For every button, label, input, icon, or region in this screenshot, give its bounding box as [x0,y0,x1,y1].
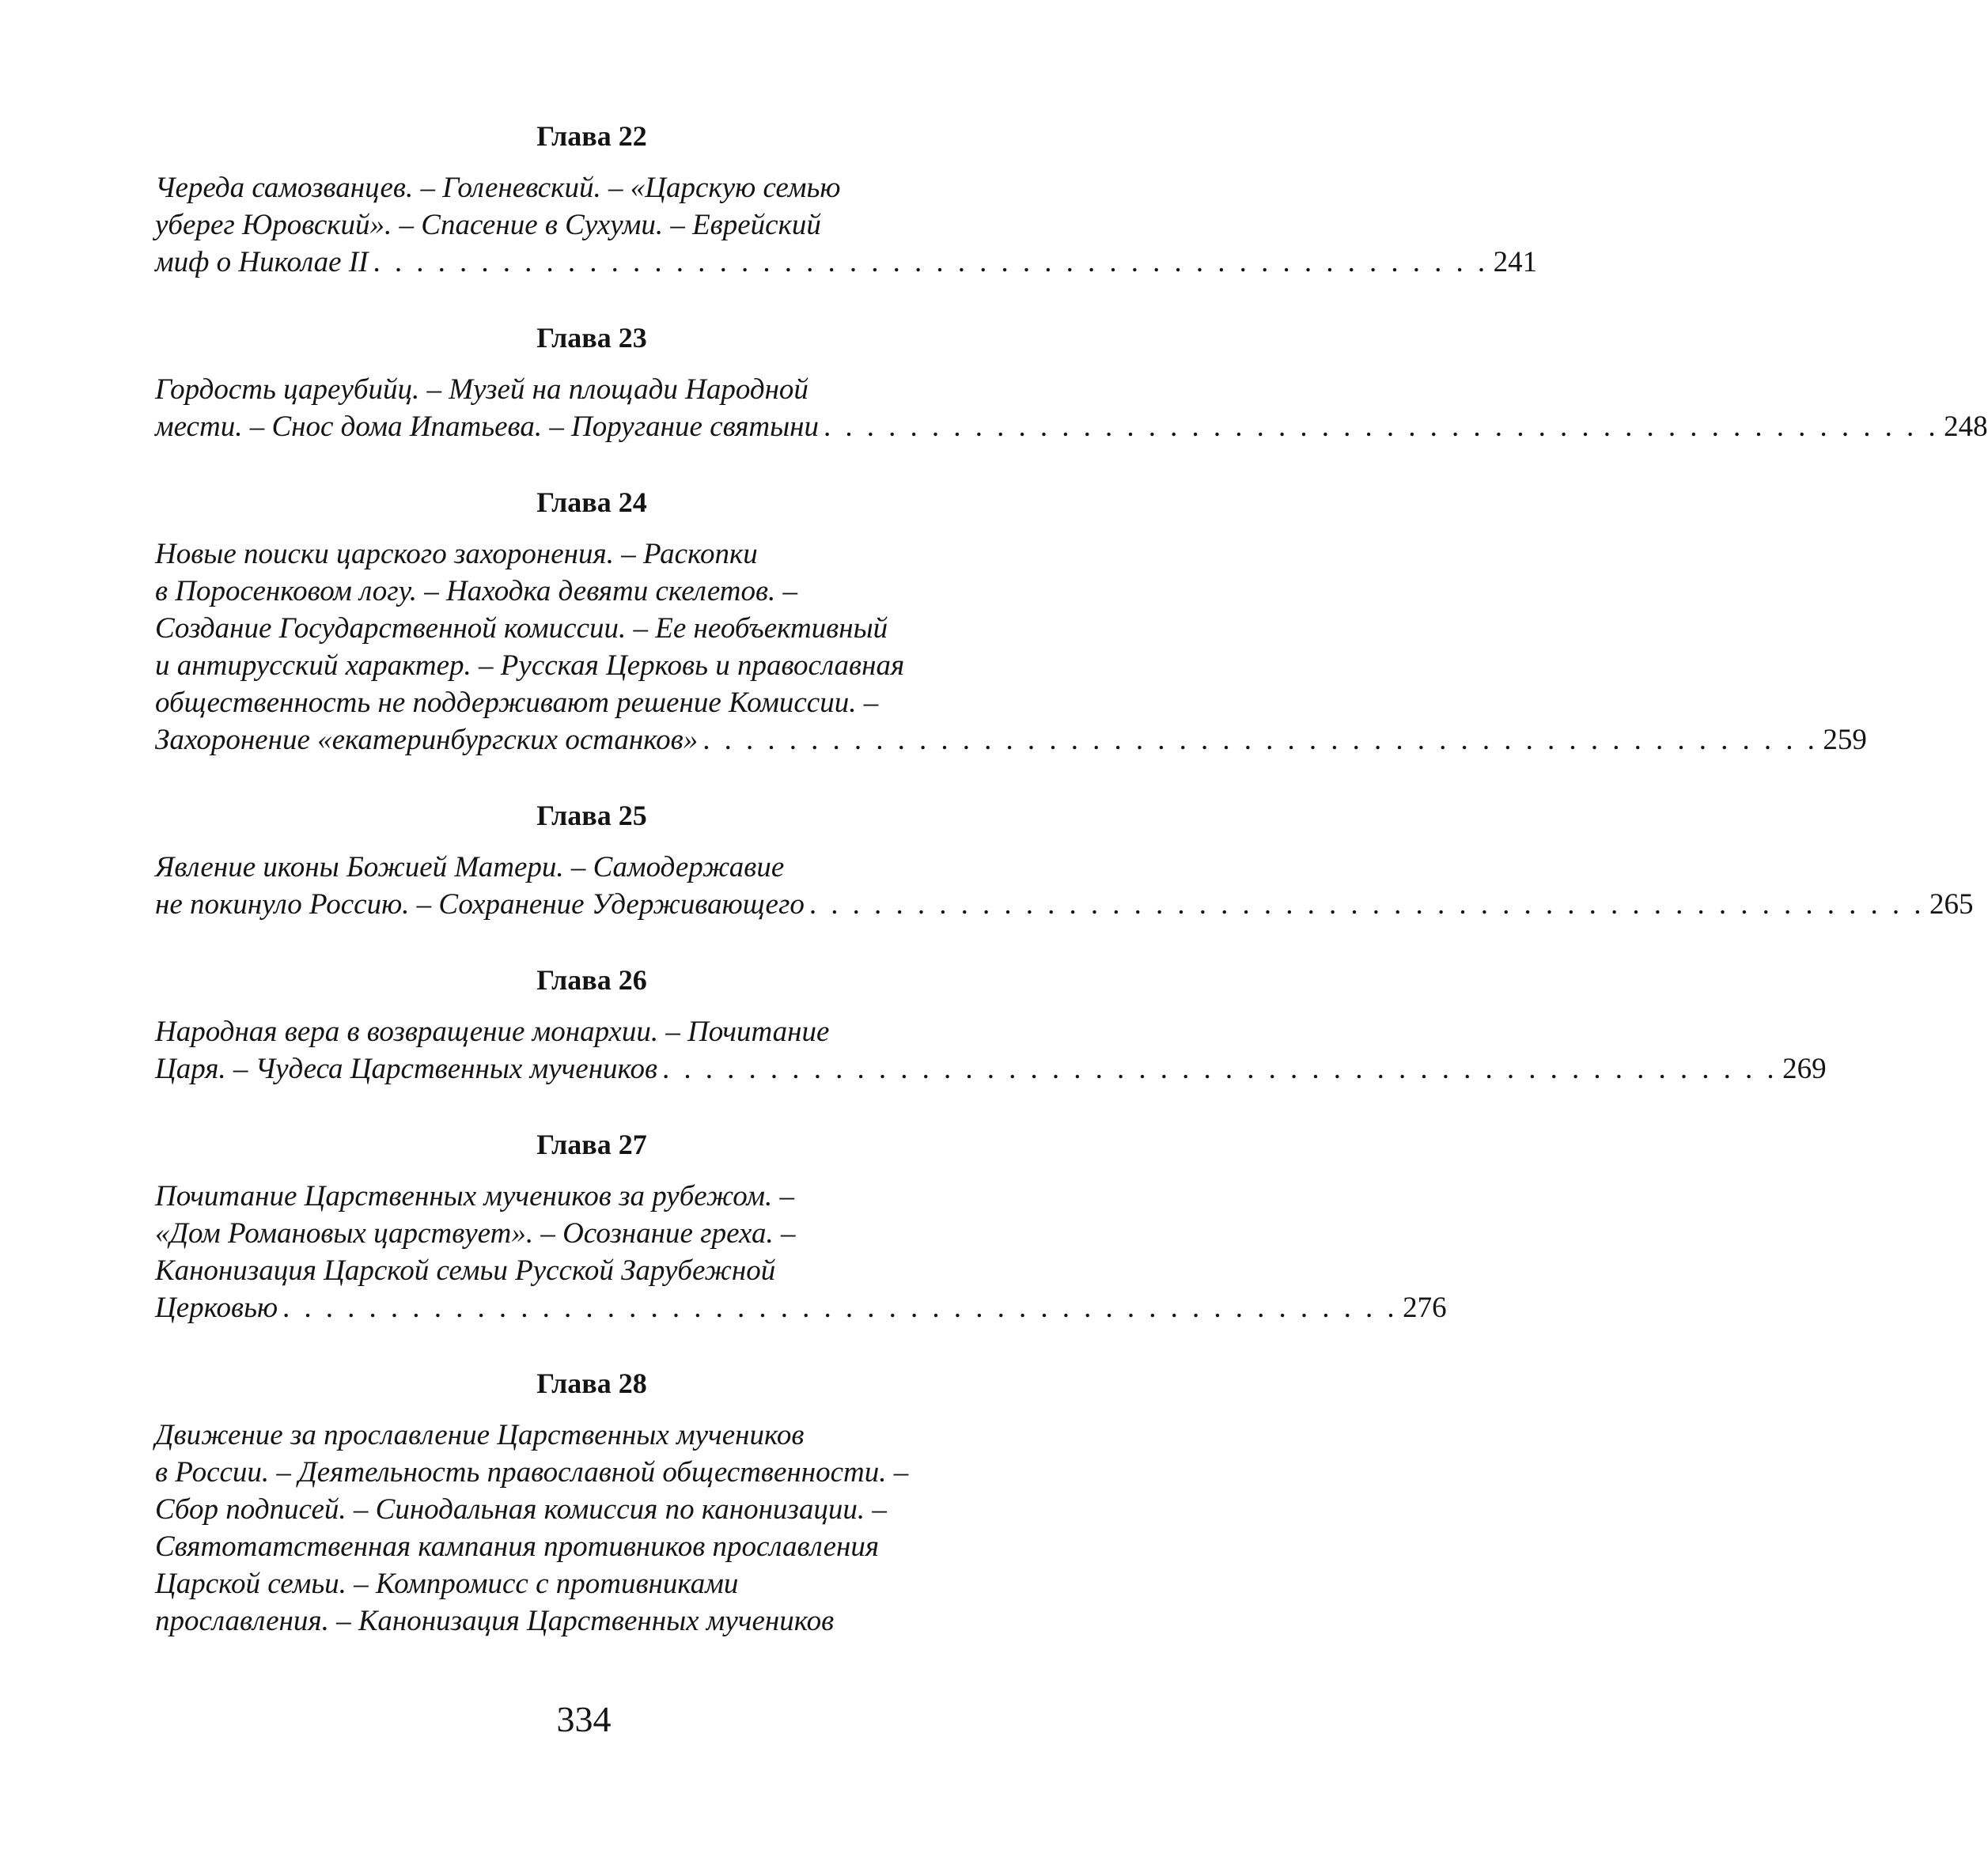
chapter-heading: Глава 22 [536,120,647,152]
toc-page-number: 259 [1823,724,1867,756]
chapter-heading: Глава 26 [536,964,647,996]
summary-last-line [155,1050,1827,1088]
summary-last-line [155,1289,1447,1326]
chapter-summary [155,849,1974,923]
summary-line: Гордость цареубийц. – Музей на площади Народной [155,373,808,406]
toc-page-number: 269 [1782,1053,1827,1085]
toc-chapter [155,1129,1447,1368]
chapter-summary [155,535,1867,759]
summary-line: в России. – Деятельность православной общественности. – [155,1456,909,1489]
chapter-heading: Глава 24 [536,486,647,518]
summary-line: уберег Юровский». – Спасение в Сухуми. – Еврейский [155,209,821,241]
toc-page-number: 265 [1929,888,1974,921]
dot-leader: . . . . . . . . . . . . . . . . . . . . . . . . . . . . . . . . . . . . . . . . . . . . . . . . . . . . [702,724,1819,756]
summary-line: Новые поиски царского захоронения. – Раскопки [155,538,758,570]
summary-line: Движение за прославление Царственных мучеников [155,1419,805,1451]
summary-line: Череда самозванцев. – Голеневский. – «Царскую семью [155,172,841,204]
chapter-heading: Глава 27 [536,1129,647,1160]
toc-chapter [155,1368,1028,1640]
dot-leader: . . . . . . . . . . . . . . . . . . . . . . . . . . . . . . . . . . . . . . . . . . . . . . . . . . . . [282,1292,1399,1324]
summary-line: Почитание Царственных мучеников за рубежом. – [155,1180,795,1213]
toc-chapter [155,120,1538,322]
summary-last-line [155,244,1538,281]
summary-line: миф о Николае II [155,246,369,278]
toc-chapter [155,964,1827,1129]
summary-line: Захоронение «екатеринбургских останков» [155,724,699,756]
summary-line: в Поросенковом логу. – Находка девяти скелетов. – [155,575,798,607]
table-of-contents [155,120,1988,1640]
summary-line: Царской семьи. – Компромисс с противниками [155,1568,739,1600]
summary-line: «Дом Романовых царствует». – Осознание греха. – [155,1217,796,1250]
toc-chapter [155,800,1974,964]
summary-line: Царя. – Чудеса Царственных мучеников [155,1053,658,1085]
summary-last-line [155,721,1867,759]
summary-line: Сбор подписей. – Синодальная комиссия по канонизации. – [155,1493,887,1526]
dot-leader: . . . . . . . . . . . . . . . . . . . . . . . . . . . . . . . . . . . . . . . . . . . . . . . . . . . . [662,1053,1778,1085]
chapter-summary [155,1013,1827,1088]
summary-line: Святотатственная кампания противников прославления [155,1530,880,1563]
chapter-heading: Глава 23 [536,322,647,354]
summary-last-line [155,408,1988,445]
summary-line: и антирусский характер. – Русская Церковь и православная [155,649,905,682]
summary-line: Канонизация Царской семьи Русской Зарубежной [155,1254,776,1287]
page-number: 334 [556,1699,612,1739]
summary-line: Явление иконы Божией Матери. – Самодержавие [155,851,785,883]
dot-leader: . . . . . . . . . . . . . . . . . . . . . . . . . . . . . . . . . . . . . . . . . . . . . . . . . . . . [373,246,1489,278]
summary-line: прославления. – Канонизация Царственных мучеников [155,1605,835,1637]
chapter-heading: Глава 28 [536,1368,647,1399]
dot-leader: . . . . . . . . . . . . . . . . . . . . . . . . . . . . . . . . . . . . . . . . . . . . . . . . . . . . [808,888,1925,921]
toc-page-number: 248 [1944,410,1988,443]
toc-chapter [155,486,1867,800]
chapter-heading: Глава 25 [536,800,647,831]
toc-page-number: 241 [1493,246,1538,278]
summary-line: общественность не поддерживают решение Комиссии. – [155,687,879,719]
summary-line: Создание Государственной комиссии. – Ее необъективный [155,612,888,645]
dot-leader: . . . . . . . . . . . . . . . . . . . . . . . . . . . . . . . . . . . . . . . . . . . . . . . . . . . . [824,410,1940,443]
toc-chapter [155,322,1988,486]
summary-line: мести. – Снос дома Ипатьева. – Поругание святыни [155,410,820,443]
summary-line: Церковью [155,1292,278,1324]
summary-line: не покинуло Россию. – Сохранение Удерживающего [155,888,805,921]
summary-line: Народная вера в возвращение монархии. – Почитание [155,1016,830,1048]
chapter-summary [155,1417,1028,1640]
chapter-summary [155,371,1988,445]
chapter-summary [155,1178,1447,1326]
chapter-summary [155,169,1538,281]
summary-last-line [155,886,1974,923]
toc-page-number: 276 [1403,1292,1447,1324]
